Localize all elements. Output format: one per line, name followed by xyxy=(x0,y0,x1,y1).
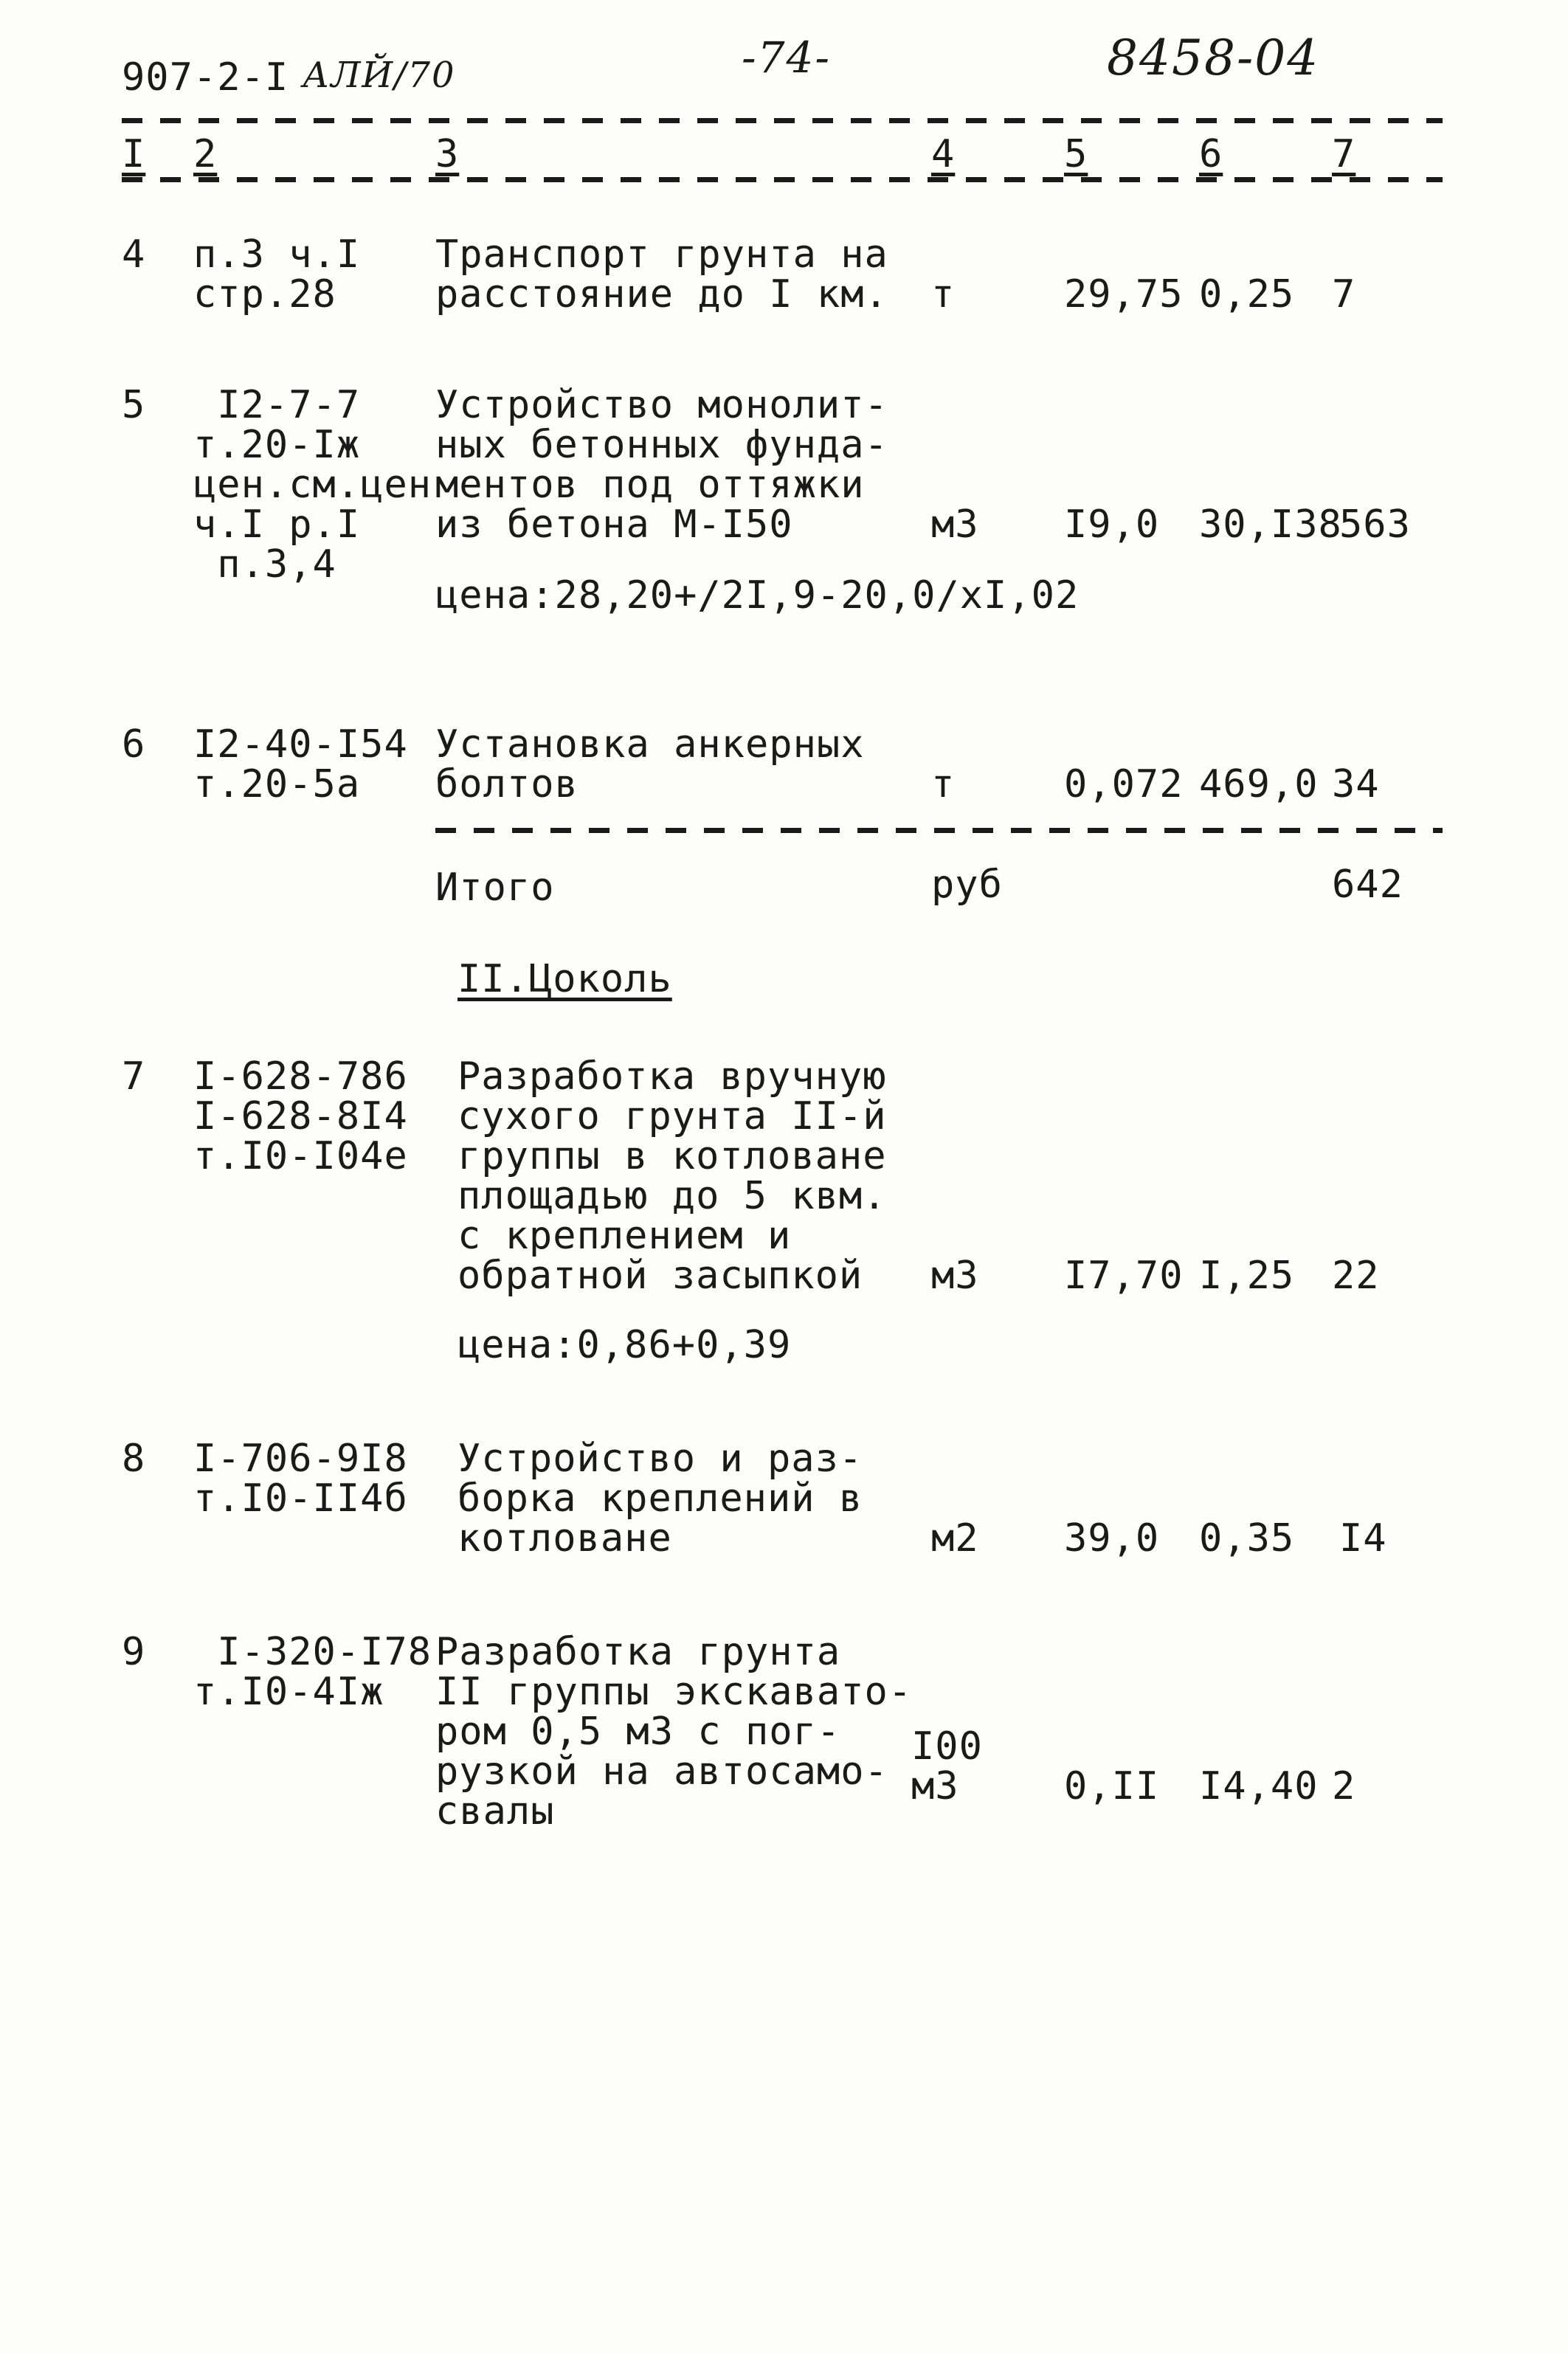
description-line: котловане xyxy=(457,1516,672,1561)
row-number: 7 xyxy=(122,1054,146,1099)
reference-line: т.20-Iж xyxy=(193,423,361,467)
quantity: 39,0 xyxy=(1064,1516,1160,1561)
unit: т xyxy=(931,272,956,317)
archive-number: 8458-04 xyxy=(1107,30,1320,86)
section-title: II.Цоколь xyxy=(457,957,672,1001)
reference-line: т.20-5а xyxy=(193,762,361,806)
reference-line: I-628-786 xyxy=(193,1054,408,1099)
reference-line: т.I0-II4б xyxy=(193,1476,408,1521)
description-line: Разработка грунта xyxy=(435,1630,841,1674)
description-line: ных бетонных фунда- xyxy=(435,423,888,467)
subtotal-unit: руб xyxy=(931,863,1003,907)
doc-code: 907-2-I xyxy=(122,55,289,100)
description-line: расстояние до I км. xyxy=(435,272,888,317)
quantity: I9,0 xyxy=(1064,502,1160,547)
header-divider xyxy=(122,118,1443,123)
reference-line: т.I0-4Iж xyxy=(193,1670,384,1714)
quantity: I7,70 xyxy=(1064,1254,1184,1298)
unit: м2 xyxy=(931,1516,979,1561)
total-cost: 7 xyxy=(1332,272,1356,317)
reference-line: цен.см.цен xyxy=(193,463,432,507)
subtotal-divider xyxy=(435,828,1443,833)
page-number: -74- xyxy=(742,32,831,83)
col-1-header: I xyxy=(122,132,146,176)
description-line: рузкой на автосамо- xyxy=(435,1749,888,1794)
column-header-divider xyxy=(122,177,1443,182)
unit: м3 xyxy=(931,1254,979,1298)
unit: м3 xyxy=(931,502,979,547)
subtotal-label: Итого xyxy=(435,865,555,910)
description-line: борка креплений в xyxy=(457,1476,863,1521)
col-5-header: 5 xyxy=(1064,132,1088,176)
col-7-header: 7 xyxy=(1332,132,1356,176)
subtotal-value: 642 xyxy=(1332,863,1403,907)
description-line: Устройство и раз- xyxy=(457,1437,863,1481)
reference-line: I2-7-7 xyxy=(193,383,361,427)
description-line: свалы xyxy=(435,1789,555,1834)
reference-line: т.I0-I04е xyxy=(193,1134,408,1178)
description-line: сухого грунта II-й xyxy=(457,1094,887,1139)
unit-multiplier: I00 xyxy=(911,1724,983,1769)
reference-line: I-320-I78 xyxy=(193,1630,432,1674)
row-number: 4 xyxy=(122,232,146,277)
col-6-header: 6 xyxy=(1199,132,1223,176)
description-line: площадью до 5 квм. xyxy=(457,1174,887,1218)
total-cost: I4 xyxy=(1339,1516,1387,1561)
description-line: с креплением и xyxy=(457,1214,792,1258)
row-number: 9 xyxy=(122,1630,146,1674)
quantity: 0,072 xyxy=(1064,762,1184,806)
reference-line: п.3,4 xyxy=(193,542,336,587)
description-line: Установка анкерных xyxy=(435,722,865,767)
price-note: цена:28,20+/2I,9-20,0/хI,02 xyxy=(435,573,1080,618)
unit-price: 30,I38 xyxy=(1199,502,1342,547)
reference-line: стр.28 xyxy=(193,272,336,317)
reference-line: ч.I р.I xyxy=(193,502,361,547)
description-line: II группы экскавато- xyxy=(435,1670,913,1714)
reference-line: п.3 ч.I xyxy=(193,232,361,277)
doc-code-handwritten: АЛЙ/70 xyxy=(303,55,456,96)
description-line: ментов под оттяжки xyxy=(435,463,865,507)
unit-price: I4,40 xyxy=(1199,1764,1319,1808)
col-4-header: 4 xyxy=(931,132,956,176)
description-line: Транспорт грунта на xyxy=(435,232,888,277)
unit-price: 0,25 xyxy=(1199,272,1295,317)
reference-line: I-628-8I4 xyxy=(193,1094,408,1139)
description-line: болтов xyxy=(435,762,578,806)
col-3-header: 3 xyxy=(435,132,460,176)
price-note: цена:0,86+0,39 xyxy=(457,1323,792,1367)
unit-price: 0,35 xyxy=(1199,1516,1295,1561)
unit-price: I,25 xyxy=(1199,1254,1295,1298)
row-number: 8 xyxy=(122,1437,146,1481)
total-cost: 2 xyxy=(1332,1764,1356,1808)
description-line: ром 0,5 м3 с пог- xyxy=(435,1710,841,1754)
unit: т xyxy=(931,762,956,806)
col-2-header: 2 xyxy=(193,132,218,176)
description-line: Разработка вручную xyxy=(457,1054,887,1099)
total-cost: 563 xyxy=(1339,502,1411,547)
quantity: 29,75 xyxy=(1064,272,1184,317)
row-number: 6 xyxy=(122,722,146,767)
quantity: 0,II xyxy=(1064,1764,1160,1808)
description-line: группы в котловане xyxy=(457,1134,887,1178)
description-line: из бетона М-I50 xyxy=(435,502,793,547)
total-cost: 34 xyxy=(1332,762,1380,806)
total-cost: 22 xyxy=(1332,1254,1380,1298)
unit: м3 xyxy=(911,1764,959,1808)
reference-line: I-706-9I8 xyxy=(193,1437,408,1481)
description-line: Устройство монолит- xyxy=(435,383,888,427)
description-line: обратной засыпкой xyxy=(457,1254,863,1298)
row-number: 5 xyxy=(122,383,146,427)
reference-line: I2-40-I54 xyxy=(193,722,408,767)
unit-price: 469,0 xyxy=(1199,762,1319,806)
